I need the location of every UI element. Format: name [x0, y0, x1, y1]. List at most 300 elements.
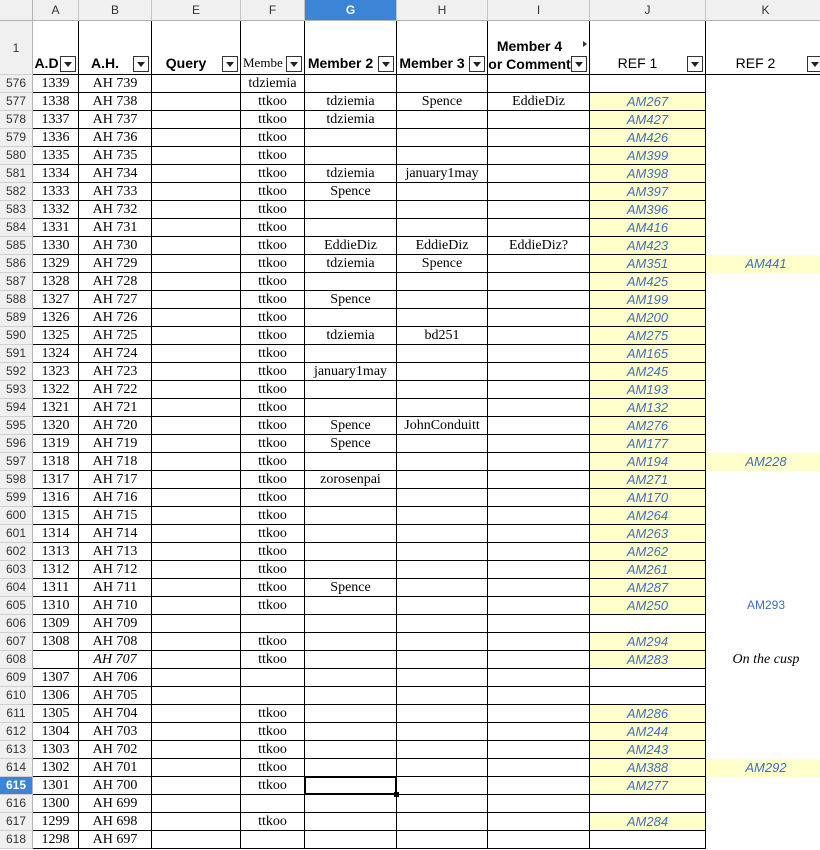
cell-g[interactable]	[305, 219, 397, 237]
row-header[interactable]: 578	[0, 111, 33, 129]
cell-k[interactable]	[706, 777, 820, 795]
cell-h[interactable]	[397, 795, 488, 813]
cell-f[interactable]: ttkoo	[241, 165, 305, 183]
row-header[interactable]: 585	[0, 237, 33, 255]
filter-dropdown-f-icon[interactable]	[286, 56, 302, 72]
cell-e[interactable]	[152, 417, 241, 435]
cell-e[interactable]	[152, 597, 241, 615]
cell-j[interactable]: AM284	[590, 813, 706, 831]
column-header-g[interactable]: G	[305, 0, 397, 21]
header-cell-k[interactable]	[706, 21, 820, 75]
cell-g[interactable]	[305, 561, 397, 579]
row-header[interactable]: 610	[0, 687, 33, 705]
cell-h[interactable]: JohnConduitt	[397, 417, 488, 435]
cell-e[interactable]	[152, 741, 241, 759]
cell-h[interactable]	[397, 543, 488, 561]
cell-g[interactable]	[305, 489, 397, 507]
cell-i[interactable]	[488, 417, 590, 435]
cell-h[interactable]	[397, 75, 488, 93]
cell-b[interactable]: AH 711	[79, 579, 152, 597]
cell-i[interactable]	[488, 291, 590, 309]
filter-dropdown-b-icon[interactable]	[133, 56, 149, 72]
header-cell-g[interactable]	[305, 21, 397, 75]
cell-h[interactable]	[397, 183, 488, 201]
filter-dropdown-a-icon[interactable]	[60, 56, 76, 72]
cell-f[interactable]: ttkoo	[241, 345, 305, 363]
cell-j[interactable]: AM193	[590, 381, 706, 399]
cell-i[interactable]	[488, 129, 590, 147]
cell-e[interactable]	[152, 111, 241, 129]
cell-b[interactable]: AH 732	[79, 201, 152, 219]
cell-e[interactable]	[152, 453, 241, 471]
row-header[interactable]: 591	[0, 345, 33, 363]
row-header[interactable]: 611	[0, 705, 33, 723]
cell-b[interactable]: AH 733	[79, 183, 152, 201]
cell-k[interactable]	[706, 201, 820, 219]
cell-h[interactable]	[397, 345, 488, 363]
cell-g[interactable]: zorosenpai	[305, 471, 397, 489]
cell-f[interactable]: ttkoo	[241, 489, 305, 507]
cell-h[interactable]	[397, 597, 488, 615]
cell-b[interactable]: AH 701	[79, 759, 152, 777]
cell-k[interactable]	[706, 723, 820, 741]
cell-b[interactable]: AH 707	[79, 651, 152, 669]
cell-i[interactable]	[488, 345, 590, 363]
cell-j[interactable]: AM263	[590, 525, 706, 543]
cell-j[interactable]: AM177	[590, 435, 706, 453]
cell-b[interactable]: AH 737	[79, 111, 152, 129]
cell-a[interactable]: 1339	[33, 75, 79, 93]
cell-f[interactable]: ttkoo	[241, 93, 305, 111]
cell-j[interactable]: AM399	[590, 147, 706, 165]
cell-b[interactable]: AH 726	[79, 309, 152, 327]
cell-a[interactable]: 1315	[33, 507, 79, 525]
cell-j[interactable]: AM245	[590, 363, 706, 381]
row-header[interactable]: 599	[0, 489, 33, 507]
cell-g[interactable]	[305, 543, 397, 561]
cell-f[interactable]: ttkoo	[241, 129, 305, 147]
cell-b[interactable]: AH 723	[79, 363, 152, 381]
cell-g[interactable]: tdziemia	[305, 327, 397, 345]
cell-i[interactable]	[488, 633, 590, 651]
cell-a[interactable]: 1330	[33, 237, 79, 255]
cell-i[interactable]	[488, 777, 590, 795]
row-header[interactable]: 604	[0, 579, 33, 597]
cell-i[interactable]	[488, 795, 590, 813]
row-header[interactable]: 588	[0, 291, 33, 309]
cell-e[interactable]	[152, 489, 241, 507]
cell-f[interactable]: ttkoo	[241, 273, 305, 291]
cell-b[interactable]: AH 738	[79, 93, 152, 111]
cell-h[interactable]	[397, 219, 488, 237]
cell-a[interactable]: 1298	[33, 831, 79, 849]
filter-dropdown-e-icon[interactable]	[222, 56, 238, 72]
cell-i[interactable]	[488, 831, 590, 849]
cell-g[interactable]: Spence	[305, 183, 397, 201]
cell-k[interactable]	[706, 327, 820, 345]
cell-b[interactable]: AH 715	[79, 507, 152, 525]
cell-j[interactable]: AM262	[590, 543, 706, 561]
row-header[interactable]: 596	[0, 435, 33, 453]
cell-g[interactable]: Spence	[305, 417, 397, 435]
cell-h[interactable]	[397, 291, 488, 309]
cell-f[interactable]: ttkoo	[241, 507, 305, 525]
cell-a[interactable]	[33, 651, 79, 669]
cell-h[interactable]	[397, 687, 488, 705]
cell-k[interactable]: On the cusp	[732, 652, 800, 667]
cell-f[interactable]: ttkoo	[241, 453, 305, 471]
cell-a[interactable]: 1329	[33, 255, 79, 273]
cell-i[interactable]	[488, 687, 590, 705]
row-header[interactable]: 597	[0, 453, 33, 471]
cell-f[interactable]	[241, 615, 305, 633]
cell-g[interactable]: january1may	[305, 363, 397, 381]
cell-f[interactable]: ttkoo	[241, 147, 305, 165]
cell-i[interactable]	[488, 273, 590, 291]
cell-j[interactable]: AM132	[590, 399, 706, 417]
cell-i[interactable]	[488, 255, 590, 273]
cell-h[interactable]	[397, 705, 488, 723]
cell-b[interactable]: AH 702	[79, 741, 152, 759]
column-header-b[interactable]: B	[79, 0, 152, 21]
cell-i[interactable]	[488, 165, 590, 183]
filter-dropdown-j-icon[interactable]	[687, 56, 703, 72]
cell-j[interactable]: AM283	[590, 651, 706, 669]
row-header[interactable]: 605	[0, 597, 33, 615]
cell-k[interactable]	[706, 273, 820, 291]
cell-g[interactable]: Spence	[305, 579, 397, 597]
cell-e[interactable]	[152, 363, 241, 381]
cell-b[interactable]: AH 734	[79, 165, 152, 183]
cell-g[interactable]	[305, 633, 397, 651]
cell-b[interactable]: AH 713	[79, 543, 152, 561]
cell-k[interactable]	[706, 687, 820, 705]
cell-k[interactable]: AM293	[746, 598, 786, 612]
cell-f[interactable]: ttkoo	[241, 417, 305, 435]
header-cell-j[interactable]	[590, 21, 706, 75]
row-header[interactable]: 606	[0, 615, 33, 633]
column-header-h[interactable]: H	[397, 0, 488, 21]
cell-j[interactable]: AM351	[590, 255, 706, 273]
filter-dropdown-k-icon[interactable]	[807, 56, 820, 72]
cell-h[interactable]	[397, 111, 488, 129]
row-header[interactable]: 598	[0, 471, 33, 489]
cell-j[interactable]: AM396	[590, 201, 706, 219]
cell-k[interactable]	[706, 741, 820, 759]
cell-f[interactable]: ttkoo	[241, 255, 305, 273]
cell-e[interactable]	[152, 291, 241, 309]
cell-h[interactable]	[397, 723, 488, 741]
cell-h[interactable]	[397, 273, 488, 291]
cell-j[interactable]: AM267	[590, 93, 706, 111]
cell-j[interactable]: AM165	[590, 345, 706, 363]
cell-i[interactable]	[488, 705, 590, 723]
cell-i[interactable]	[488, 471, 590, 489]
cell-h[interactable]	[397, 309, 488, 327]
cell-j[interactable]: AM277	[590, 777, 706, 795]
cell-i[interactable]	[488, 651, 590, 669]
header-cell-b[interactable]	[79, 21, 152, 75]
row-header[interactable]: 616	[0, 795, 33, 813]
cell-a[interactable]: 1328	[33, 273, 79, 291]
cell-k[interactable]: AM228	[706, 453, 820, 471]
cell-j[interactable]: AM271	[590, 471, 706, 489]
cell-k[interactable]	[706, 129, 820, 147]
cell-i[interactable]	[488, 507, 590, 525]
row-header[interactable]: 608	[0, 651, 33, 669]
cell-h[interactable]	[397, 669, 488, 687]
row-header[interactable]: 592	[0, 363, 33, 381]
cell-e[interactable]	[152, 381, 241, 399]
row-header[interactable]: 589	[0, 309, 33, 327]
cell-k[interactable]	[706, 489, 820, 507]
cell-a[interactable]: 1300	[33, 795, 79, 813]
cell-j[interactable]: AM397	[590, 183, 706, 201]
cell-f[interactable]	[241, 669, 305, 687]
row-header[interactable]: 618	[0, 831, 33, 849]
cell-h[interactable]	[397, 129, 488, 147]
cell-e[interactable]	[152, 93, 241, 111]
cell-k[interactable]	[706, 633, 820, 651]
cell-j[interactable]: AM243	[590, 741, 706, 759]
row-header[interactable]: 576	[0, 75, 33, 93]
cell-f[interactable]: ttkoo	[241, 471, 305, 489]
cell-g[interactable]	[305, 345, 397, 363]
row-header[interactable]: 615	[0, 777, 33, 795]
cell-e[interactable]	[152, 651, 241, 669]
cell-k[interactable]	[706, 615, 820, 633]
cell-i[interactable]	[488, 669, 590, 687]
cell-i[interactable]	[488, 147, 590, 165]
cell-e[interactable]	[152, 147, 241, 165]
cell-k[interactable]	[706, 363, 820, 381]
cell-k[interactable]	[706, 705, 820, 723]
cell-a[interactable]: 1321	[33, 399, 79, 417]
cell-b[interactable]: AH 724	[79, 345, 152, 363]
cell-f[interactable]: ttkoo	[241, 777, 305, 795]
cell-a[interactable]: 1322	[33, 381, 79, 399]
cell-e[interactable]	[152, 759, 241, 777]
cell-k[interactable]	[706, 795, 820, 813]
cell-b[interactable]: AH 697	[79, 831, 152, 849]
cell-e[interactable]	[152, 777, 241, 795]
cell-j[interactable]: AM170	[590, 489, 706, 507]
cell-i[interactable]	[488, 723, 590, 741]
cell-h[interactable]: Spence	[397, 93, 488, 111]
cell-h[interactable]	[397, 399, 488, 417]
row-header[interactable]: 593	[0, 381, 33, 399]
cell-k[interactable]	[706, 111, 820, 129]
cell-f[interactable]: ttkoo	[241, 201, 305, 219]
cell-j[interactable]: AM427	[590, 111, 706, 129]
cell-i[interactable]	[488, 111, 590, 129]
cell-a[interactable]: 1327	[33, 291, 79, 309]
cell-h[interactable]	[397, 201, 488, 219]
cell-f[interactable]: ttkoo	[241, 813, 305, 831]
cell-g[interactable]	[305, 507, 397, 525]
row-header[interactable]: 587	[0, 273, 33, 291]
cell-a[interactable]: 1338	[33, 93, 79, 111]
cell-a[interactable]: 1323	[33, 363, 79, 381]
cell-j[interactable]: AM294	[590, 633, 706, 651]
column-header-j[interactable]: J	[590, 0, 706, 21]
cell-h[interactable]	[397, 525, 488, 543]
cell-i[interactable]	[488, 543, 590, 561]
cell-e[interactable]	[152, 165, 241, 183]
row-header[interactable]: 602	[0, 543, 33, 561]
column-header-k[interactable]: K	[706, 0, 820, 21]
cell-b[interactable]: AH 698	[79, 813, 152, 831]
cell-f[interactable]: ttkoo	[241, 759, 305, 777]
cell-f[interactable]: ttkoo	[241, 291, 305, 309]
cell-a[interactable]: 1306	[33, 687, 79, 705]
cell-h[interactable]	[397, 471, 488, 489]
header-cell-e[interactable]	[152, 21, 241, 75]
cell-i[interactable]	[488, 327, 590, 345]
cell-k[interactable]	[706, 381, 820, 399]
cell-h[interactable]: bd251	[397, 327, 488, 345]
cell-k[interactable]	[706, 813, 820, 831]
cell-g[interactable]	[305, 381, 397, 399]
cell-j[interactable]: AM416	[590, 219, 706, 237]
cell-a[interactable]: 1301	[33, 777, 79, 795]
row-header[interactable]: 600	[0, 507, 33, 525]
cell-b[interactable]: AH 708	[79, 633, 152, 651]
cell-b[interactable]: AH 703	[79, 723, 152, 741]
cell-b[interactable]: AH 718	[79, 453, 152, 471]
cell-a[interactable]: 1326	[33, 309, 79, 327]
cell-e[interactable]	[152, 237, 241, 255]
cell-e[interactable]	[152, 75, 241, 93]
cell-g[interactable]: tdziemia	[305, 111, 397, 129]
cell-g[interactable]	[305, 129, 397, 147]
cell-i[interactable]	[488, 759, 590, 777]
cell-a[interactable]: 1299	[33, 813, 79, 831]
cell-j[interactable]: AM398	[590, 165, 706, 183]
cell-g[interactable]: tdziemia	[305, 165, 397, 183]
cell-g[interactable]	[305, 687, 397, 705]
cell-h[interactable]	[397, 363, 488, 381]
header-cell-h[interactable]	[397, 21, 488, 75]
row-header[interactable]: 617	[0, 813, 33, 831]
cell-a[interactable]: 1311	[33, 579, 79, 597]
cell-i[interactable]: EddieDiz	[488, 93, 590, 111]
cell-j[interactable]: AM423	[590, 237, 706, 255]
cell-b[interactable]: AH 700	[79, 777, 152, 795]
cell-j[interactable]: AM261	[590, 561, 706, 579]
cell-a[interactable]: 1320	[33, 417, 79, 435]
cell-e[interactable]	[152, 399, 241, 417]
cell-j[interactable]	[590, 831, 706, 849]
cell-i[interactable]	[488, 615, 590, 633]
cell-g[interactable]: EddieDiz	[305, 237, 397, 255]
cell-h[interactable]	[397, 777, 488, 795]
active-cell-cursor[interactable]	[304, 776, 397, 795]
cell-k[interactable]	[706, 147, 820, 165]
cell-j[interactable]	[590, 75, 706, 93]
cell-e[interactable]	[152, 255, 241, 273]
cell-h[interactable]	[397, 453, 488, 471]
row-header[interactable]: 609	[0, 669, 33, 687]
cell-a[interactable]: 1317	[33, 471, 79, 489]
column-header-f[interactable]: F	[241, 0, 305, 21]
cell-h[interactable]	[397, 579, 488, 597]
cell-b[interactable]: AH 736	[79, 129, 152, 147]
cell-b[interactable]: AH 735	[79, 147, 152, 165]
cell-f[interactable]: ttkoo	[241, 363, 305, 381]
cell-i[interactable]	[488, 309, 590, 327]
cell-k[interactable]	[706, 561, 820, 579]
cell-k[interactable]	[706, 579, 820, 597]
cell-e[interactable]	[152, 795, 241, 813]
filter-dropdown-i-icon[interactable]	[571, 56, 587, 72]
cell-i[interactable]: EddieDiz?	[488, 237, 590, 255]
cell-k[interactable]	[706, 309, 820, 327]
cell-f[interactable]	[241, 687, 305, 705]
cell-j[interactable]: AM194	[590, 453, 706, 471]
cell-e[interactable]	[152, 705, 241, 723]
cell-a[interactable]: 1337	[33, 111, 79, 129]
cell-j[interactable]: AM244	[590, 723, 706, 741]
cell-e[interactable]	[152, 633, 241, 651]
cell-g[interactable]: tdziemia	[305, 93, 397, 111]
cell-h[interactable]	[397, 489, 488, 507]
cell-b[interactable]: AH 705	[79, 687, 152, 705]
cell-e[interactable]	[152, 435, 241, 453]
cell-b[interactable]: AH 699	[79, 795, 152, 813]
cell-a[interactable]: 1304	[33, 723, 79, 741]
cell-e[interactable]	[152, 327, 241, 345]
cell-k[interactable]	[706, 219, 820, 237]
cell-e[interactable]	[152, 129, 241, 147]
cell-j[interactable]: AM426	[590, 129, 706, 147]
row-header[interactable]: 579	[0, 129, 33, 147]
cell-a[interactable]: 1313	[33, 543, 79, 561]
cell-e[interactable]	[152, 831, 241, 849]
cell-g[interactable]	[305, 759, 397, 777]
cell-h[interactable]	[397, 741, 488, 759]
cell-f[interactable]	[241, 831, 305, 849]
cell-a[interactable]: 1310	[33, 597, 79, 615]
cell-h[interactable]: Spence	[397, 255, 488, 273]
cell-k[interactable]: AM292	[706, 759, 820, 777]
row-header[interactable]: 586	[0, 255, 33, 273]
cell-h[interactable]	[397, 507, 488, 525]
cell-a[interactable]: 1316	[33, 489, 79, 507]
cell-a[interactable]: 1309	[33, 615, 79, 633]
cell-e[interactable]	[152, 669, 241, 687]
cell-g[interactable]	[305, 615, 397, 633]
row-header[interactable]: 582	[0, 183, 33, 201]
cell-h[interactable]	[397, 381, 488, 399]
row-header[interactable]: 580	[0, 147, 33, 165]
cell-h[interactable]	[397, 759, 488, 777]
cell-b[interactable]: AH 706	[79, 669, 152, 687]
cell-h[interactable]	[397, 633, 488, 651]
cell-e[interactable]	[152, 219, 241, 237]
cell-k[interactable]	[706, 165, 820, 183]
cell-b[interactable]: AH 730	[79, 237, 152, 255]
cell-i[interactable]	[488, 201, 590, 219]
cell-h[interactable]	[397, 651, 488, 669]
cell-b[interactable]: AH 710	[79, 597, 152, 615]
cell-a[interactable]: 1324	[33, 345, 79, 363]
cell-e[interactable]	[152, 543, 241, 561]
cell-g[interactable]	[305, 831, 397, 849]
cell-f[interactable]: ttkoo	[241, 381, 305, 399]
row-header[interactable]: 607	[0, 633, 33, 651]
cell-i[interactable]	[488, 597, 590, 615]
